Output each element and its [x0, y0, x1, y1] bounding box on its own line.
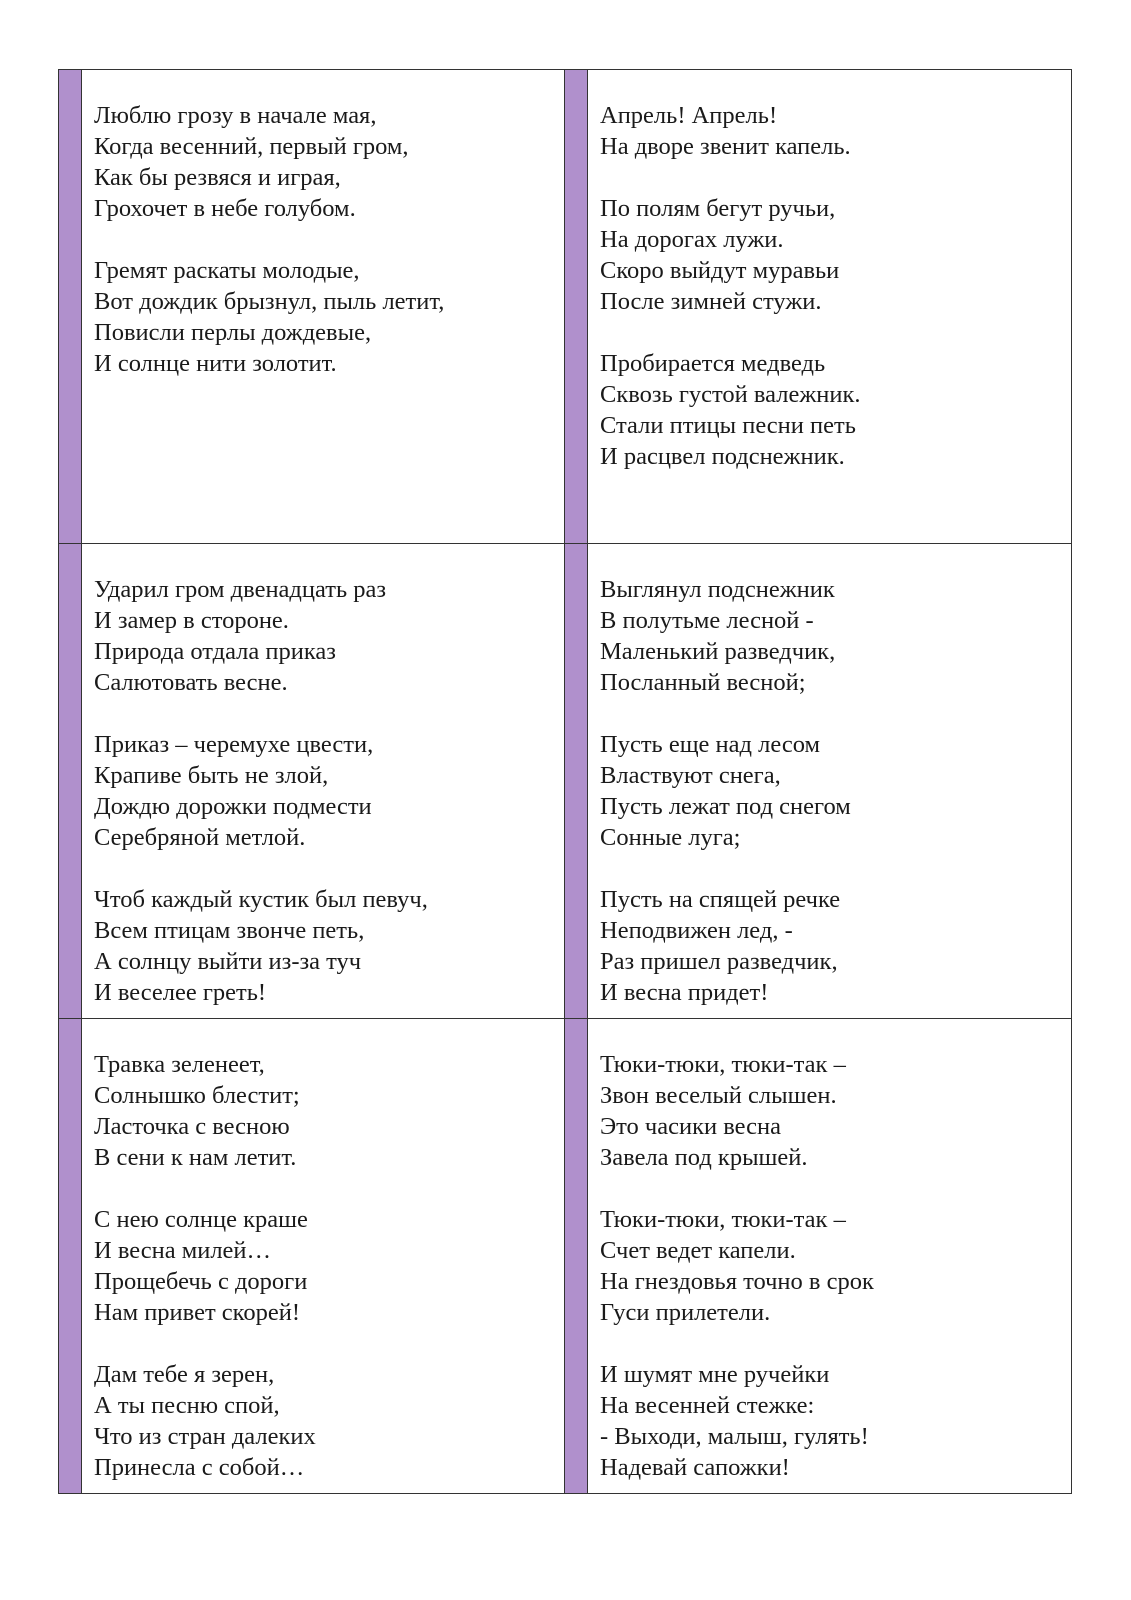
- poem-line: Неподвижен лед, -: [600, 917, 793, 945]
- poem-stanza: [94, 884, 556, 1008]
- poem-line: Повисли перлы дождевые,: [94, 319, 372, 346]
- poem-text: [94, 100, 556, 379]
- poem-line: Нам привет скорей!: [94, 1298, 300, 1326]
- poem-text: [600, 574, 1063, 1008]
- poem-line: Солнышко блестит;: [94, 1081, 300, 1109]
- poem-card: [565, 544, 1071, 1018]
- poem-stanza: [600, 729, 1063, 853]
- poem-line: Тюки-тюки, тюки-так –: [600, 1050, 846, 1078]
- poem-line: И расцвел подснежник.: [600, 443, 845, 470]
- poem-line: На весенней стежке:: [600, 1391, 815, 1419]
- poem-line: И весна милей…: [94, 1236, 272, 1264]
- card-accent-stripe: [59, 1019, 82, 1493]
- poem-line: И солнце нити золотит.: [94, 350, 337, 377]
- poem-text: [94, 1049, 556, 1483]
- poem-line: На гнездовья точно в срок: [600, 1267, 874, 1295]
- poem-stanza: [600, 1049, 1063, 1173]
- poem-line: Люблю грозу в начале мая,: [94, 102, 377, 129]
- poem-stanza: [600, 1204, 1063, 1328]
- poem-line: Завела под крышей.: [600, 1143, 808, 1171]
- poem-line: Пробирается медведь: [600, 350, 826, 377]
- poem-stanza: [94, 1359, 556, 1483]
- poem-stanza: [600, 574, 1063, 698]
- poem-line: И замер в стороне.: [94, 607, 289, 635]
- poem-line: Ударил гром двенадцать раз: [94, 576, 387, 604]
- poem-line: Чтоб каждый кустик был певуч,: [94, 886, 428, 914]
- poem-line: Скоро выйдут муравьи: [600, 257, 840, 284]
- card-accent-stripe: [565, 544, 588, 1017]
- poem-line: Ласточка с весною: [94, 1112, 290, 1140]
- poem-card: [59, 1019, 565, 1493]
- poem-line: Дам тебе я зерен,: [94, 1360, 275, 1388]
- poem-line: Природа отдала приказ: [94, 638, 336, 666]
- poem-line: С нею солнце краше: [94, 1205, 308, 1233]
- poem-line: Апрель! Апрель!: [600, 102, 778, 129]
- poem-text: [600, 100, 1063, 472]
- poem-line: Властвуют снега,: [600, 762, 781, 790]
- poem-text: [600, 1049, 1063, 1483]
- poem-stanza: [600, 1359, 1063, 1483]
- card-accent-stripe: [565, 70, 588, 543]
- poem-card: [565, 1019, 1071, 1493]
- poem-stanza: [600, 348, 1063, 472]
- poem-line: И весна придет!: [600, 979, 769, 1007]
- poem-line: Гуси прилетели.: [600, 1298, 771, 1326]
- poem-line: Стали птицы песни петь: [600, 412, 856, 439]
- poem-line: Посланный весной;: [600, 669, 806, 697]
- poem-line: Сквозь густой валежник.: [600, 381, 861, 408]
- poem-line: И веселее греть!: [94, 979, 267, 1007]
- poem-line: Приказ – черемухе цвести,: [94, 731, 374, 759]
- poem-line: В сени к нам летит.: [94, 1143, 297, 1171]
- poem-line: Пусть лежат под снегом: [600, 793, 851, 821]
- poem-line: Звон веселый слышен.: [600, 1081, 837, 1109]
- poem-line: А солнцу выйти из-за туч: [94, 948, 362, 976]
- poem-stanza: [94, 1204, 556, 1328]
- poem-card: [59, 70, 565, 544]
- poem-line: Прощебечь с дороги: [94, 1267, 308, 1295]
- poem-line: После зимней стужи.: [600, 288, 822, 315]
- poem-card: [59, 544, 565, 1018]
- poem-stanza: [94, 574, 556, 698]
- poem-line: Тюки-тюки, тюки-так –: [600, 1205, 846, 1233]
- poem-line: Сонные луга;: [600, 824, 741, 852]
- card-accent-stripe: [59, 70, 82, 543]
- poem-text: [94, 574, 556, 1008]
- poem-stanza: [94, 255, 556, 379]
- card-accent-stripe: [565, 1019, 588, 1493]
- poem-line: Всем птицам звонче петь,: [94, 917, 365, 945]
- poem-line: Салютовать весне.: [94, 669, 288, 697]
- poem-stanza: [600, 193, 1063, 317]
- poem-line: Маленький разведчик,: [600, 638, 836, 666]
- poem-line: Дождю дорожки подмести: [94, 793, 372, 821]
- poem-stanza: [94, 1049, 556, 1173]
- poem-line: Надевай сапожки!: [600, 1453, 790, 1481]
- poem-line: И шумят мне ручейки: [600, 1360, 830, 1388]
- poem-line: Принесла с собой…: [94, 1453, 305, 1481]
- poem-line: Гремят раскаты молодые,: [94, 257, 360, 284]
- poem-line: Когда весенний, первый гром,: [94, 133, 409, 160]
- poem-line: Грохочет в небе голубом.: [94, 195, 356, 222]
- poem-line: Выглянул подснежник: [600, 576, 835, 604]
- poem-line: Как бы резвяся и играя,: [94, 164, 341, 191]
- poem-line: Пусть еще над лесом: [600, 731, 821, 759]
- poem-line: Счет ведет капели.: [600, 1236, 796, 1264]
- poem-line: На дорогах лужи.: [600, 226, 784, 253]
- poem-line: А ты песню спой,: [94, 1391, 280, 1419]
- poem-line: Раз пришел разведчик,: [600, 948, 838, 976]
- poem-line: - Выходи, малыш, гулять!: [600, 1422, 869, 1450]
- poem-line: Это часики весна: [600, 1112, 782, 1140]
- card-accent-stripe: [59, 544, 82, 1017]
- poem-line: Травка зеленеет,: [94, 1050, 265, 1078]
- poem-card: [565, 70, 1071, 544]
- poem-line: На дворе звенит капель.: [600, 133, 851, 160]
- poem-stanza: [94, 100, 556, 224]
- poem-stanza: [94, 729, 556, 853]
- poem-line: Серебряной метлой.: [94, 824, 306, 852]
- poem-stanza: [600, 884, 1063, 1008]
- poem-line: В полутьме лесной -: [600, 607, 814, 635]
- poem-line: Что из стран далеких: [94, 1422, 316, 1450]
- poem-line: Вот дождик брызнул, пыль летит,: [94, 288, 445, 315]
- poem-cards-grid: [58, 69, 1072, 1494]
- poem-stanza: [600, 100, 1063, 162]
- poem-line: Крапиве быть не злой,: [94, 762, 329, 790]
- poem-line: Пусть на спящей речке: [600, 886, 841, 914]
- poem-line: По полям бегут ручьи,: [600, 195, 836, 222]
